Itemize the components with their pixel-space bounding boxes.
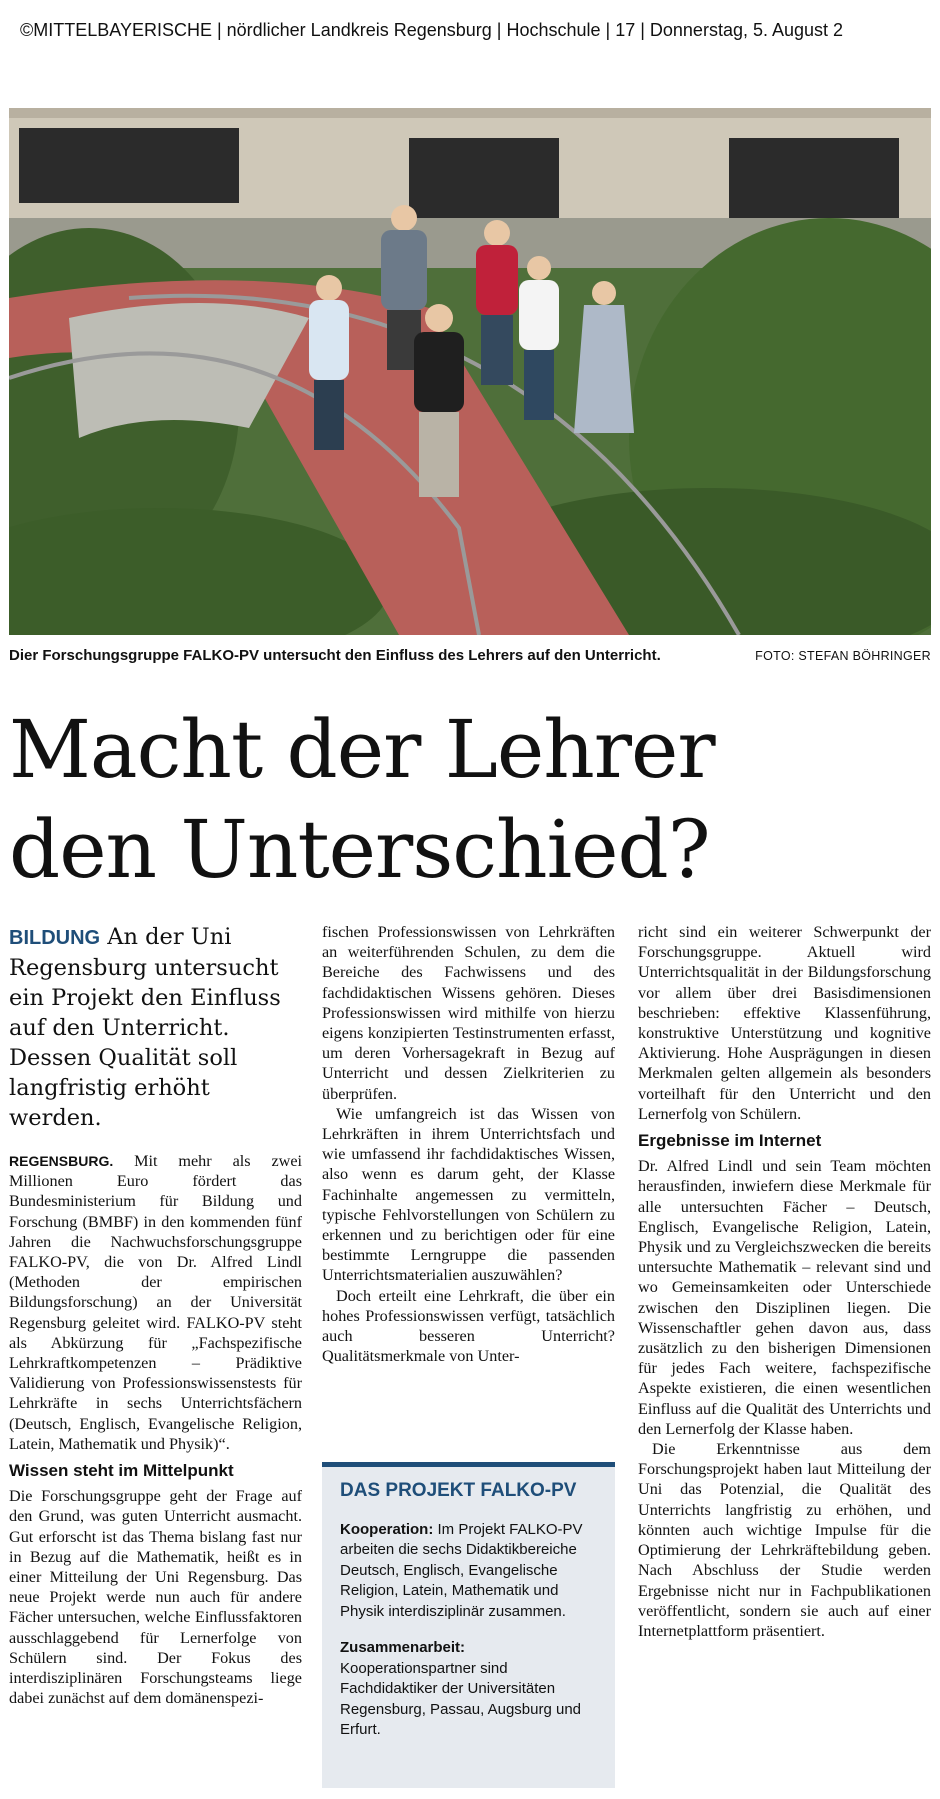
info-box-title: DAS PROJEKT FALKO-PV [340, 1480, 577, 1501]
article-column-3 [638, 922, 931, 1641]
article-lead [9, 922, 302, 1133]
paragraph [9, 1151, 302, 1454]
paragraph: fischen Professionswissen von Lehrkräften an weiterführenden Schulen, zu dem die Bereiche des Fachwissens und des fachdidaktischen Wissens gehören. Dieses Professionswissen wird mithilfe von hierzu eigens konzipierten Testinstrumenten erfasst, um deren Vorhersagekraft in Bezug auf Unterricht und dessen Zielkriterien zu überprüfen. [322, 923, 615, 1103]
article-column-2 [322, 922, 615, 1366]
paragraph: richt sind ein weiterer Schwerpunkt der Forschungsgruppe. Aktuell wird Unterrichtsqualität in der Bildungsforschung vor allem über drei Basisdimensionen beschrieben: effektive Klassenführung, konstruktive Unterstützung und kognitive Aktivierung. Hohe Ausprägungen in diesen Merkmalen gelten allgemein als besonders vorteilhaft für den Unterricht und den Lernerfolg von Schülern. [638, 923, 931, 1123]
group-photo-image [9, 108, 931, 635]
article-column-1 [9, 922, 302, 1708]
paragraph-text: Mit mehr als zwei Millionen Euro fördert das Bundesministerium für Bildung und Forschung (BMBF) in den kommenden fünf Jahren die Nachwuchsforschungsgruppe FALKO-PV, die von Dr. Alfred Lindl (Methoden der empirischen Bildungsforschung) an der Universität Regensburg geleitet wird. FALKO-PV steht als Abkürzung für „Fachspezifische Lehrkraftkompetenzen – Prädiktive Validierung von Professionswissenstests für Lehrkräfte in sechs Unterrichtsfächern (Deutsch, Englisch, Evangelische Religion, Latein, Mathematik und Physik)“. [9, 1152, 302, 1453]
subheading: Wissen steht im Mittelpunkt [9, 1461, 234, 1481]
info-box-item [340, 1638, 597, 1741]
paragraph: Dr. Alfred Lindl und sein Team möchten herausfinden, inwiefern diese Merkmale für alle untersuchten Fächer – Deutsch, Englisch, Evangelische Religion, Latein, Physik und zu Vergleichszwecken die bereits untersuchte Mathematik – relevant sind und wo Gemeinsamkeiten oder Unterschiede zwischen den Disziplinen liegen. Die Wissenschaftler gehen davon aus, dass zusätzlich zu den bisherigen Dimensionen für jedes Fach weitere, fachspezifische Aspekte existieren, die einen wesentlichen Einfluss auf die Qualität des Unterrichts und den Lernerfolg der Klasse haben. [638, 1157, 931, 1438]
info-box-label: Kooperation: [340, 1520, 434, 1538]
lead-text: An der Uni Regensburg untersucht ein Projekt den Einfluss auf den Unterricht. Dessen Qualität soll langfristig erhöht werden. [9, 924, 281, 1131]
dateline: REGENSBURG. [9, 1153, 114, 1169]
paragraph: Doch erteilt eine Lehrkraft, die über ein hohes Professionswissen verfügt, tatsächlich auch besseren Unterricht? Qualitätsmerkmale von Unter- [322, 1286, 615, 1366]
kicker: BILDUNG [9, 927, 101, 949]
info-box [322, 1462, 615, 1788]
paragraph: Die Forschungsgruppe geht der Frage auf den Grund, was guten Unterricht ausmacht. Gut erforscht ist das Thema bislang fast nur in Bezug auf die Mathematik, heißt es in einer Mitteilung der Uni Regensburg. Das neue Projekt werde nun auch für andere Fächer untersuchen, welche Einflussfaktoren ausschlaggebend für Lernerfolge von Schülern sind. Der Fokus des interdisziplinären Forschungsteams liege dabei zunächst auf dem domänenspezi- [9, 1487, 302, 1708]
photo-credit: FOTO: STEFAN BÖHRINGER [755, 649, 931, 663]
page-header: ©MITTELBAYERISCHE | nördlicher Landkreis Regensburg | Hochschule | 17 | Donnerstag, 5. August 2 [20, 20, 844, 40]
info-box-text: Kooperationspartner sind Fachdidaktiker der Universitäten Regensburg, Passau, Augsburg und Erfurt. [340, 1659, 582, 1738]
info-box-label: Zusammenarbeit: [340, 1639, 466, 1656]
paragraph: Die Erkenntnisse aus dem Forschungsprojekt haben laut Mitteilung der Uni das Potenzial, die Qualität des Unterrichts langfristig zu erhöhen, und könnten auch wichtige Impulse für die Optimierung der Lehrkräftebildung geben. Nach Abschluss der Studie werden Ergebnisse nicht nur in Fachpublikationen veröffentlicht, sondern sie auch auf einer Internetplattform präsentiert. [638, 1440, 931, 1640]
headline-line-2: den Unterschied? [9, 803, 710, 896]
article-headline [9, 700, 931, 900]
photo-caption: Dier Forschungsgruppe FALKO-PV untersucht den Einfluss des Lehrers auf den Unterricht. [9, 647, 661, 664]
article-photo [9, 108, 931, 635]
headline-line-1: Macht der Lehrer [9, 703, 715, 796]
info-box-item [340, 1520, 597, 1623]
info-box-text: Im Projekt FALKO-PV arbeiten die sechs Didaktikbereiche Deutsch, Englisch, Evangelische Religion, Latein, Mathematik und Physik interdisziplinär zusammen. [340, 1520, 583, 1620]
paragraph: Wie umfangreich ist das Wissen von Lehrkräften in ihrem Unterrichtsfach und wie umfassend ihr fachdidaktisches Wissen, also wenn es darum geht, der Klasse Fachinhalte angemessen zu vermitteln, typische Fehlvorstellungen von Schülern zu erkennen und zu berichtigen oder für eine bestimmte Lerngruppe die passenden Unterrichtsmaterialien auszuwählen? [322, 1104, 615, 1285]
subheading: Ergebnisse im Internet [638, 1131, 822, 1151]
